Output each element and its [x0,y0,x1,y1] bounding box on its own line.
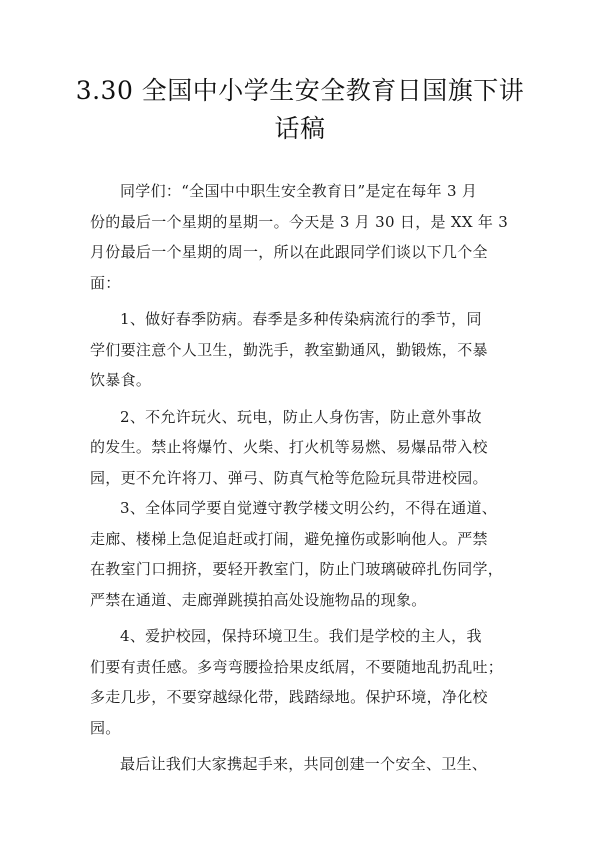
document-body [90,176,510,780]
text-line: 的发生。禁止将爆竹、火柴、打火机等易燃、易爆品带入校 [90,438,488,456]
text-line: 严禁在通道、走廊弹跳摸拍高处设施物品的现象。 [90,590,427,609]
text-line: 4、爱护校园，保持环境卫生。我们是学校的主人，我 [120,627,482,645]
text-line: 最后让我们大家携起手来，共同创建一个安全、卫生、 [120,755,488,773]
paragraph-item-4 [90,621,510,743]
text-line: 园。 [90,718,121,737]
title-line: 话稿 [274,114,326,143]
text-line: 学们要注意个人卫生，勤洗手，教室勤通风，勤锻炼，不暴 [90,340,488,359]
title-line: 3.30 全国中小学生安全教育日国旗下讲 [75,76,525,105]
text-line: 份的最后一个星期的星期一。今天是 3 月 30 日，是 XX 年 3 [90,212,509,231]
text-line: 们要有责任感。多弯弯腰捡拾果皮纸屑，不要随地乱扔乱吐； [90,657,504,676]
paragraph-intro [90,176,510,298]
text-line: 多走几步，不要穿越绿化带，践踏绿地。保护环境，净化校 [90,688,488,706]
text-line: 月份最后一个星期的周一，所以在此跟同学们谈以下几个全 [90,243,488,261]
paragraph-closing [90,749,510,780]
text-line: 1、做好春季防病。春季是多种传染病流行的季节，同 [120,310,482,328]
text-line: 园，更不允许将刀、弹弓、防真气枪等危险玩具带进校园。 [90,468,488,487]
text-line: 3、全体同学要自觉遵守教学楼文明公约，不得在通道、 [120,499,498,517]
paragraph-item-1 [90,304,510,396]
text-line: 走廊、楼梯上急促追赶或打闹，避免撞伤或影响他人。严禁 [90,529,488,548]
text-line: 2、不允许玩火、玩电，防止人身伤害，防止意外事故 [120,407,482,426]
text-line: 面： [90,273,121,292]
text-line: 在教室门口拥挤，要轻开教室门，防止门玻璃破碎扎伤同学， [90,560,504,578]
text-line: 同学们：“全国中中职生安全教育日”是定在每年 3 月 [120,182,478,200]
paragraph-item-3 [90,493,510,615]
text-line: 饮暴食。 [90,371,152,389]
paragraph-item-2 [90,402,510,494]
document-title [60,72,540,148]
